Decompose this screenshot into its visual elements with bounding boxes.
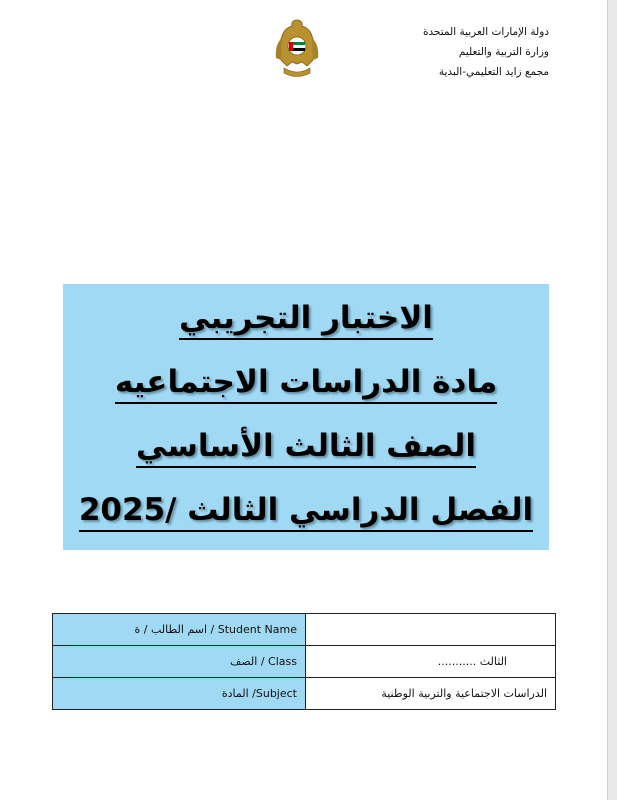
term-title: الفصل الدراسي الثالث /2025 [63, 490, 549, 530]
class-field[interactable]: الثالث ........... [306, 646, 556, 678]
exam-title: الاختبار التجريبي [63, 298, 549, 338]
grade-title: الصف الثالث الأساسي [63, 426, 549, 466]
country-name: دولة الإمارات العربية المتحدة [422, 26, 549, 38]
subject-field[interactable]: الدراسات الاجتماعية والتربية الوطنية [306, 678, 556, 710]
uae-emblem-icon [272, 16, 322, 82]
table-row [53, 678, 556, 710]
student-name-field[interactable] [306, 614, 556, 646]
subject-label: Subject/ المادة [53, 678, 306, 710]
school-name: مجمع زايد التعليمي-البدية [438, 66, 549, 78]
subject-title: مادة الدراسات الاجتماعيه [63, 362, 549, 402]
ministry-name: وزارة التربية والتعليم [458, 46, 549, 58]
student-name-label: Student Name / اسم الطالب / ة [53, 614, 306, 646]
table-row [53, 614, 556, 646]
class-label: Class / الصف [53, 646, 306, 678]
table-row [53, 646, 556, 678]
exam-title-box [63, 284, 549, 550]
student-info-table [52, 613, 556, 710]
ministry-header [423, 22, 549, 82]
